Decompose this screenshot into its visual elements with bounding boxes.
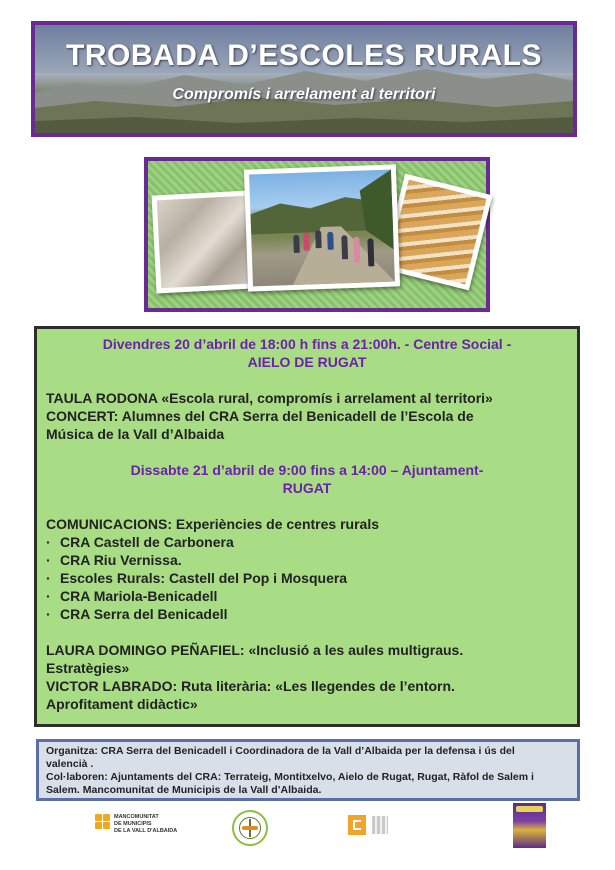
speaker-laura-line-1: LAURA DOMINGO PEÑAFIEL: «Inclusió a les aules multigraus. [46,642,464,658]
photo-walking-group [244,164,400,291]
coordinadora-mark-icon [348,815,366,835]
collaboren-line-2: Salem. Mancomunitat de Municipis de la Vall d’Albaida. [46,784,322,796]
list-item: · CRA Riu Vernissa. [46,551,568,569]
concert-line-1: CONCERT: Alumnes del CRA Serra del Benicadell de l’Escola de [46,408,474,424]
day2-heading: Dissabte 21 d’abril de 9:00 fins a 14:00 – Ajuntament- [130,462,484,478]
taula-rodona: TAULA RODONA «Escola rural, compromís i arrelament al territori» [46,390,493,406]
list-item: · CRA Castell de Carbonera [46,533,568,551]
coordinadora-pattern-icon [372,816,388,834]
list-item: · Escoles Rurals: Castell del Pop i Mosquera [46,569,568,587]
comunicacions-heading: COMUNICACIONS: Experiències de centres rurals [46,516,379,532]
coordinadora-logo [348,815,466,837]
day1-heading: Divendres 20 d’abril de 18:00 h fins a 21:00h. - Centre Social - [102,336,512,352]
page-title: TROBADA D’ESCOLES RURALS [66,39,542,72]
photo-collage [144,157,490,312]
speaker-victor-line-1: VICTOR LABRADO: Ruta literària: «Les llegendes de l’entorn. [46,678,455,694]
day1-location: AIELO DE RUGAT [247,354,367,370]
page-subtitle: Compromís i arrelament al territori [172,86,436,103]
organizers-box [36,739,580,801]
mancomunitat-mark-icon [95,814,111,832]
day2-location: RUGAT [282,480,332,496]
organitza-line-1: Organitza: CRA Serra del Benicadell i Coordinadora de la Vall d’Albaida per la defensa i ús del [46,745,515,757]
mancomunitat-logo [95,812,185,840]
program-box [34,326,580,727]
speaker-victor-line-2: Aprofitament didàctic» [46,696,198,712]
photo-texture [152,191,255,294]
concert-line-2: Música de la Vall d’Albaida [46,426,225,442]
list-item: · CRA Mariola-Benicadell [46,587,568,605]
poster-thumbnail [513,803,546,848]
speaker-laura-line-2: Estratègies» [46,660,130,676]
mancomunitat-logo-text: MANCOMUNITAT DE MUNICIPIS DE LA VALL D'ALBAIDA [114,814,178,834]
cra-logo [232,810,268,846]
list-item: · CRA Serra del Benicadell [46,605,568,623]
header-banner [31,21,577,137]
collaboren-line-1: Col·laboren: Ajuntaments del CRA: Terrateig, Montitxelvo, Aielo de Rugat, Rugat, Ràfol de Salem i [46,771,534,783]
organitza-line-2: valencià . [46,758,94,770]
